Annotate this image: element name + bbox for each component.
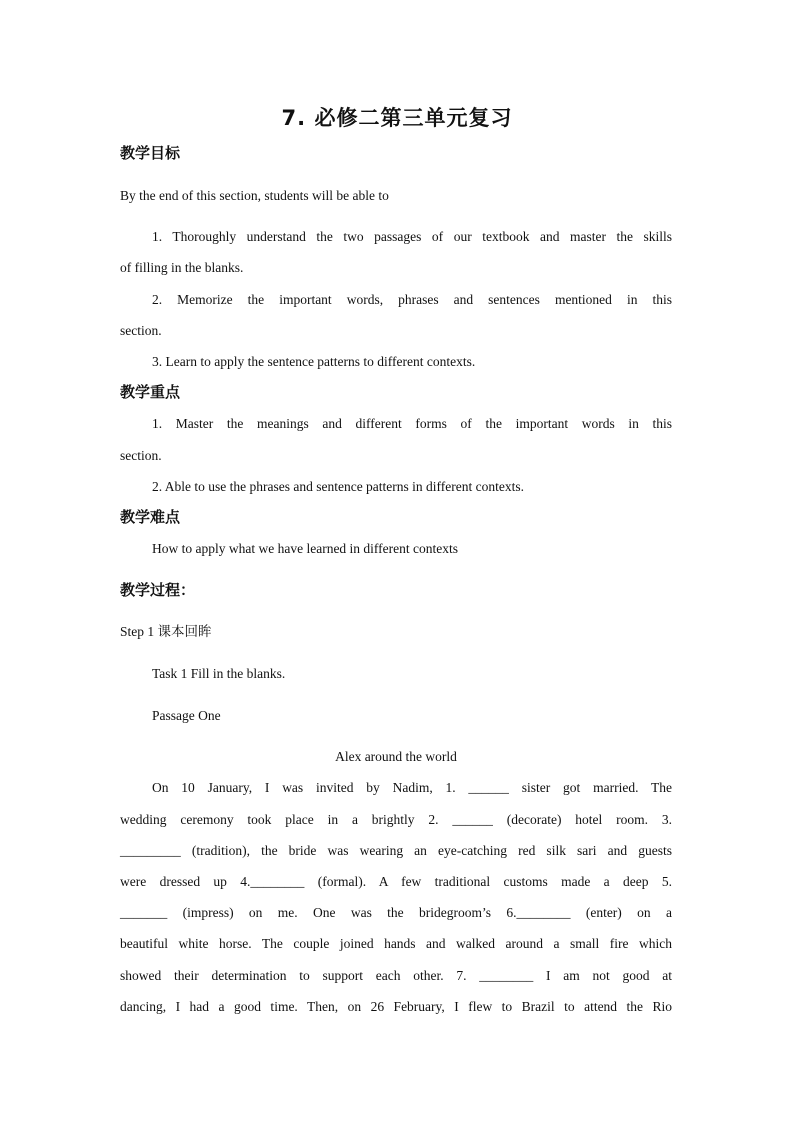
- difficult-points-heading: 教学难点: [120, 508, 181, 526]
- passage-title: Alex around the world: [335, 749, 457, 764]
- passage-line-7: showed their determination to support each other. 7. ________ I am not good at: [120, 968, 672, 983]
- objective-1-line-2: of filling in the blanks.: [120, 260, 244, 275]
- passage-line-2: wedding ceremony took place in a brightly 2. ______ (decorate) hotel room. 3.: [120, 812, 672, 827]
- objective-2-line-1: 2. Memorize the important words, phrases and sentences mentioned in this: [152, 292, 672, 307]
- passage-line-4: were dressed up 4.________ (formal). A few traditional customs made a deep 5.: [120, 874, 672, 889]
- objective-2-line-2: section.: [120, 323, 162, 338]
- document-title: 7. 必修二第三单元复习: [281, 106, 513, 130]
- teaching-process-heading: 教学过程：: [120, 581, 196, 599]
- task-1-label: Task 1 Fill in the blanks.: [152, 666, 286, 681]
- objectives-intro: By the end of this section, students will be able to: [120, 188, 389, 203]
- passage-line-1: On 10 January, I was invited by Nadim, 1. ______ sister got married. The: [152, 780, 672, 795]
- objective-3: 3. Learn to apply the sentence patterns to different contexts.: [152, 354, 476, 369]
- objectives-heading: 教学目标: [120, 144, 181, 162]
- key-point-1-line-1: 1. Master the meanings and different forms of the important words in this: [152, 416, 672, 431]
- key-point-1-line-2: section.: [120, 448, 162, 463]
- step-1-label: Step 1 课本回眸: [120, 624, 212, 639]
- key-point-2: 2. Able to use the phrases and sentence patterns in different contexts.: [152, 479, 525, 494]
- difficult-points-text: How to apply what we have learned in different contexts: [152, 541, 459, 556]
- passage-line-8: dancing, I had a good time. Then, on 26 February, I flew to Brazil to attend the Rio: [120, 999, 672, 1014]
- passage-line-6: beautiful white horse. The couple joined hands and walked around a small fire which: [120, 936, 672, 951]
- key-points-heading: 教学重点: [120, 383, 181, 401]
- passage-line-3: _________ (tradition), the bride was wearing an eye-catching red silk sari and guests: [120, 843, 672, 858]
- passage-line-5: _______ (impress) on me. One was the bridegroom’s 6.________ (enter) on a: [120, 905, 672, 920]
- passage-one-label: Passage One: [152, 708, 221, 723]
- objective-1-line-1: 1. Thoroughly understand the two passages of our textbook and master the skills: [152, 229, 672, 244]
